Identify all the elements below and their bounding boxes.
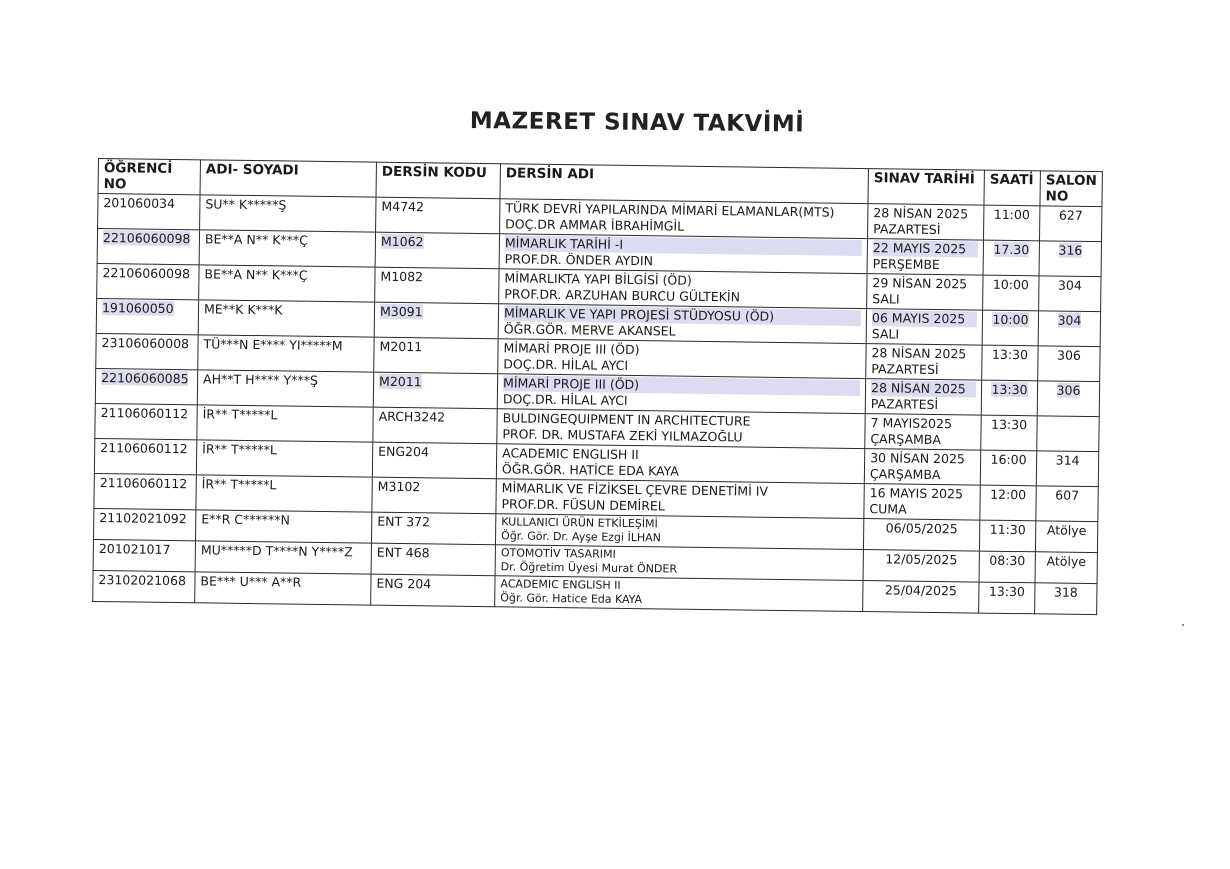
exam-day-text: SALI [872, 291, 900, 307]
cell-course-code [375, 267, 499, 304]
course-title: TÜRK DEVRİ YAPILARINDA MİMARİ ELAMANLAR(MTS) [505, 200, 835, 220]
course-lecturer: DOÇ.DR. HİLAL AYCI [502, 391, 628, 408]
cell-course-name [498, 339, 866, 379]
cell-student-no [94, 508, 196, 540]
cell-exam-time [984, 205, 1040, 241]
cell-student-no-text: 201021017 [98, 541, 171, 557]
course-lecturer: Dr. Öğretim Üyesi Murat ÖNDER [500, 560, 678, 576]
cell-course-code-text: M3091 [379, 303, 423, 320]
cell-student-no-text: 22106060098 [102, 265, 191, 282]
course-lecturer: DOÇ.DR AMMAR İBRAHİMGİL [505, 216, 685, 234]
cell-exam-time [982, 310, 1038, 346]
cell-exam-time-text: 11:00 [993, 206, 1030, 223]
course-title: BULDINGEQUIPMENT IN ARCHITECTURE [502, 410, 751, 429]
cell-room [1037, 416, 1099, 452]
course-title: OTOMOTİV TASARIMI [500, 546, 616, 561]
cell-student-no-text: 22106060098 [102, 230, 191, 247]
course-lecturer: ÖĞR.GÖR. MERVE AKANSEL [503, 321, 676, 339]
cell-room-text: 304 [1057, 312, 1082, 328]
cell-room-text: Atölye [1046, 553, 1087, 569]
exam-date-text: 12/05/2025 [885, 551, 958, 568]
cell-student-name-text: İR** T*****L [202, 441, 277, 458]
cell-course-code-text: M1082 [380, 268, 424, 285]
cell-student-name-text: E**R C******N [201, 511, 291, 528]
cell-student-name [199, 230, 375, 267]
cell-student-no-text: 21106060112 [100, 440, 188, 457]
course-title: MİMARİ PROJE III (ÖD) [503, 340, 640, 358]
exam-day-text: CUMA [869, 501, 907, 517]
cell-student-no-text: 191060050 [101, 300, 174, 317]
cell-student-name [200, 195, 376, 232]
cell-student-no [96, 333, 198, 369]
cell-course-code [376, 197, 500, 234]
cell-course-name [497, 374, 865, 414]
exam-day-text: ÇARŞAMBA [869, 466, 941, 483]
cell-exam-date [863, 550, 979, 583]
course-title: MİMARLIK TARİHİ -I [505, 235, 862, 256]
course-title: MİMARİ PROJE III (ÖD) [503, 375, 860, 396]
cell-exam-date [863, 519, 979, 552]
cell-student-name-text: BE**A N** K***Ç [204, 231, 309, 248]
cell-student-name [197, 405, 373, 442]
cell-exam-time [979, 520, 1035, 552]
course-lecturer: Öğr. Gör. Hatice Eda KAYA [500, 591, 643, 607]
course-title: ACADEMIC ENGLISH II [502, 445, 639, 463]
cell-student-no [97, 229, 199, 265]
cell-exam-date [865, 379, 981, 416]
cell-course-code [373, 407, 497, 444]
cell-exam-time [979, 582, 1035, 614]
cell-exam-time-text: 11:30 [989, 521, 1026, 538]
exam-day-text: PAZARTESİ [873, 221, 941, 238]
course-lecturer: PROF. DR. MUSTAFA ZEKİ YILMAZOĞLU [502, 426, 743, 445]
cell-student-name [195, 510, 371, 543]
cell-room [1039, 241, 1101, 277]
cell-student-no [95, 403, 197, 439]
cell-student-no [93, 539, 195, 571]
cell-exam-time [983, 275, 1039, 311]
cell-student-no-text: 21106060112 [100, 405, 189, 422]
exam-date-text: 28 NİSAN 2025 [873, 205, 969, 222]
exam-date-text: 25/04/2025 [884, 582, 958, 599]
exam-day-text: SALI [871, 326, 900, 342]
exam-date-text: 30 NİSAN 2025 [870, 450, 966, 467]
cell-exam-time-text: 10:00 [992, 311, 1029, 328]
cell-exam-date [866, 309, 982, 346]
cell-student-no [94, 473, 196, 509]
cell-room [1038, 311, 1100, 347]
cell-student-name [199, 265, 375, 302]
cell-course-code [372, 442, 496, 479]
cell-course-code [373, 372, 497, 409]
cell-room-text: 314 [1055, 452, 1080, 468]
page-title: MAZERET SINAV TAKVİMİ [469, 108, 805, 138]
cell-student-name-text: BE**A N** K***Ç [204, 266, 308, 283]
course-lecturer: PROF.DR. ARZUHAN BURCU GÜLTEKİN [504, 286, 741, 305]
cell-student-no [98, 194, 200, 230]
cell-student-no [94, 438, 196, 474]
cell-exam-time-text: 12:00 [990, 486, 1027, 503]
course-title: MİMARLIK VE YAPI PROJESİ STÜDYOSU (ÖD) [504, 305, 861, 326]
cell-course-code [371, 512, 495, 545]
cell-exam-time-text: 08:30 [989, 552, 1026, 569]
cell-course-code [372, 477, 496, 514]
exam-date-text: 28 NİSAN 2025 [871, 380, 976, 397]
cell-student-name-text: AH**T H**** Y***Ş [203, 371, 318, 388]
exam-schedule-table-wrapper [92, 158, 1116, 615]
cell-exam-date [864, 449, 980, 486]
cell-room [1039, 276, 1101, 312]
cell-course-code-text: ARCH3242 [378, 408, 446, 425]
cell-course-code-text: M3102 [377, 478, 421, 495]
exam-date-text: 29 NİSAN 2025 [872, 275, 968, 292]
exam-day-text: PERŞEMBE [872, 256, 940, 273]
exam-date-text: 06 MAYIS 2025 [872, 310, 977, 327]
table-body [93, 194, 1102, 615]
cell-student-name [195, 572, 371, 605]
cell-room [1037, 381, 1099, 417]
cell-room [1036, 486, 1098, 522]
cell-exam-time [982, 345, 1038, 381]
cell-course-name [496, 479, 864, 519]
header-saati: SAATİ [984, 170, 1040, 206]
cell-room [1036, 451, 1098, 487]
cell-course-code-text: M2011 [379, 338, 423, 355]
course-lecturer: Öğr. Gör. Dr. Ayşe Ezgi İLHAN [501, 529, 661, 545]
header-ders-adi: DERSİN ADI [500, 164, 868, 204]
cell-room-text: 627 [1058, 207, 1083, 223]
course-lecturer: DOÇ.DR. HİLAL AYCI [503, 356, 629, 373]
header-salon: SALON NO [1040, 171, 1102, 207]
cell-course-code-text: ENT 372 [377, 513, 431, 530]
cell-course-name [495, 545, 863, 581]
cell-student-name-text: BE*** U*** A**R [200, 573, 302, 590]
cell-student-name [197, 370, 373, 407]
cell-student-name [198, 300, 374, 337]
cell-student-no-text: 21106060112 [99, 475, 188, 492]
cell-exam-time-text: 10:00 [992, 276, 1030, 293]
exam-date-text: 16 MAYIS 2025 [869, 485, 964, 502]
cell-course-code [375, 232, 499, 269]
course-title: ACADEMIC ENGLISH II [500, 577, 621, 592]
cell-student-no [95, 368, 197, 404]
cell-room [1035, 521, 1097, 553]
cell-exam-time-text: 13:30 [991, 346, 1029, 363]
cell-course-code-text: ENG204 [378, 443, 430, 460]
course-title: MİMARLIK VE FİZİKSEL ÇEVRE DENETİMİ IV [501, 480, 769, 499]
cell-exam-date [866, 344, 982, 381]
cell-course-name [496, 444, 864, 484]
cell-course-name [497, 409, 865, 449]
cell-course-code [374, 302, 498, 339]
cell-course-name [498, 304, 866, 344]
header-ogrenci-no: ÖĞRENCİ NO [98, 159, 200, 195]
course-title: KULLANICI ÜRÜN ETKİLEŞİMİ [501, 515, 658, 531]
cell-student-no-text: 201060034 [103, 195, 176, 212]
cell-exam-date [868, 204, 984, 241]
cell-exam-date [864, 484, 980, 521]
cell-exam-time [981, 380, 1037, 416]
exam-date-text: 06/05/2025 [885, 520, 958, 537]
cell-student-name [196, 475, 372, 512]
course-lecturer: PROF.DR. FÜSUN DEMİREL [501, 496, 665, 514]
exam-day-text: PAZARTESİ [871, 361, 939, 378]
cell-exam-date [863, 581, 979, 614]
cell-course-code-text: ENT 468 [376, 544, 430, 561]
header-adi-soyadi: ADI- SOYADI [200, 160, 376, 197]
cell-room [1035, 583, 1097, 615]
exam-date-text: 22 MAYIS 2025 [873, 240, 978, 257]
cell-student-no [97, 263, 199, 299]
exam-date-text: 28 NİSAN 2025 [871, 345, 967, 362]
cell-student-name [196, 440, 372, 477]
cell-student-name-text: İR** T*****L [201, 476, 277, 493]
cell-student-no [96, 298, 198, 334]
exam-schedule-table [92, 158, 1103, 615]
course-lecturer: PROF.DR. ÖNDER AYDIN [504, 251, 654, 269]
cell-room-text: 306 [1056, 347, 1082, 363]
course-lecturer: ÖĞR.GÖR. HATİCE EDA KAYA [501, 461, 680, 479]
cell-exam-date [865, 414, 981, 451]
cell-room-text: 607 [1055, 487, 1080, 503]
cell-student-no-text: 23106060008 [101, 335, 190, 352]
cell-student-name [195, 541, 371, 574]
cell-exam-time [980, 450, 1036, 486]
cell-room [1038, 346, 1100, 382]
cell-exam-time [980, 485, 1036, 521]
cell-exam-time [981, 415, 1037, 451]
course-title: MİMARLIKTA YAPI BİLGİSİ (ÖD) [504, 270, 692, 288]
cell-course-name [495, 514, 863, 550]
cell-exam-time-text: 17.30 [993, 241, 1030, 258]
cell-exam-date [867, 239, 983, 276]
exam-day-text: PAZARTESİ [870, 396, 939, 413]
cell-room-text: Atölye [1046, 522, 1087, 538]
cell-exam-time-text: 16:00 [990, 451, 1027, 468]
cell-student-no [93, 570, 195, 602]
cell-exam-time [983, 240, 1039, 276]
cell-room-text: 318 [1053, 584, 1078, 600]
cell-student-name-text: SU** K*****Ş [205, 196, 287, 213]
cell-room [1039, 206, 1101, 242]
cell-exam-time-text: 13:30 [990, 416, 1028, 433]
header-ders-kodu: DERSİN KODU [376, 162, 500, 199]
cell-course-code [371, 574, 495, 607]
cell-room-text: 304 [1057, 277, 1082, 293]
exam-date-text: 7 MAYIS2025 [870, 415, 953, 432]
cell-course-code-text: M1062 [380, 233, 424, 250]
header-sinav-tarihi: SINAV TARİHİ [868, 169, 984, 206]
cell-course-code-text: ENG 204 [376, 575, 432, 592]
cell-student-no-text: 21102021092 [99, 510, 187, 527]
cell-course-name [495, 576, 863, 612]
cell-student-no-text: 22106060085 [101, 370, 189, 387]
exam-day-text: ÇARŞAMBA [870, 431, 942, 448]
cell-student-name-text: İR** T*****L [202, 406, 278, 423]
cell-room [1035, 552, 1097, 584]
cell-course-code-text: M2011 [379, 373, 422, 390]
cell-exam-time-text: 13:30 [991, 381, 1028, 398]
cell-course-code-text: M4742 [381, 198, 425, 215]
cell-course-code [374, 337, 498, 374]
cell-exam-time [979, 551, 1035, 583]
cell-course-name [499, 269, 867, 309]
cell-student-name [198, 335, 374, 372]
cell-course-name [500, 199, 868, 239]
cell-student-name-text: MU*****D T****N Y****Z [200, 542, 353, 560]
cell-student-no-text: 23102021068 [98, 572, 187, 589]
cell-course-name [499, 234, 867, 274]
cell-student-name-text: ME**K K***K [203, 301, 283, 318]
cell-exam-time-text: 13:30 [988, 583, 1026, 600]
cell-exam-date [867, 274, 983, 311]
cell-student-name-text: TÜ***N E**** YI*****M [203, 336, 343, 354]
scan-artifact-dot [1182, 624, 1184, 626]
cell-room-text: 306 [1056, 382, 1081, 398]
cell-course-code [371, 543, 495, 576]
cell-room-text: 316 [1058, 242, 1083, 258]
